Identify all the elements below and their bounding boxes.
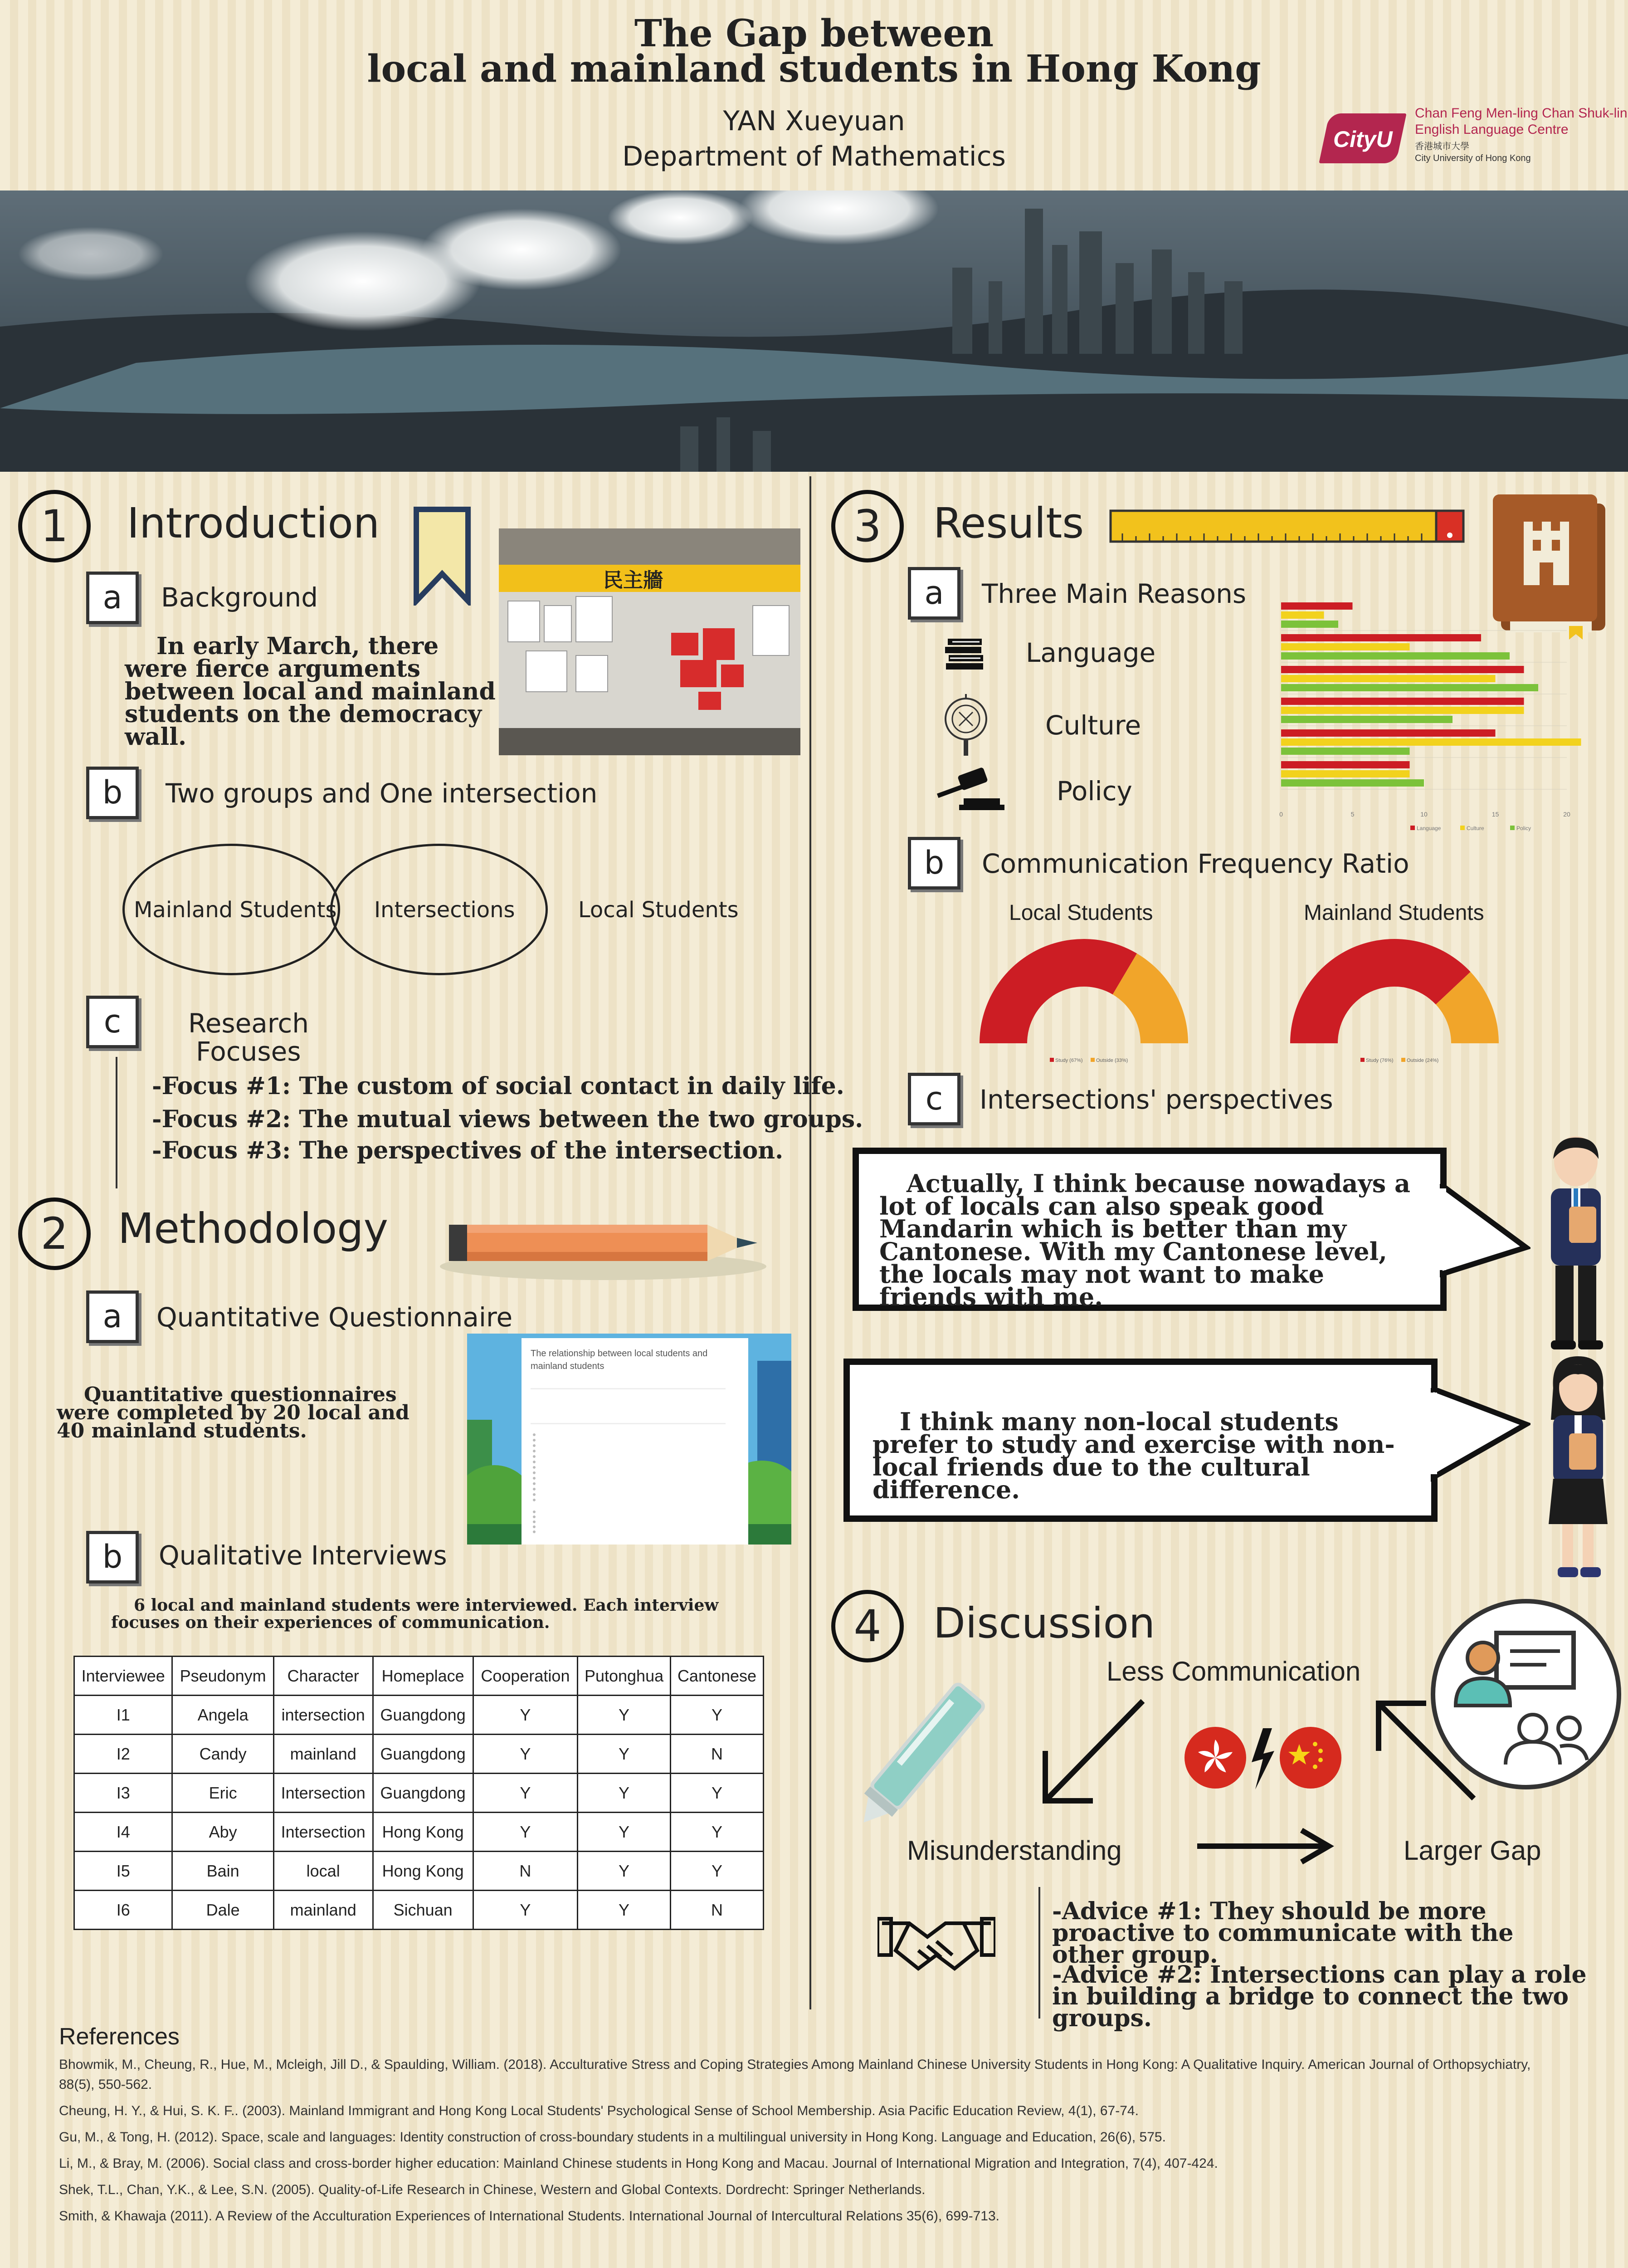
table-cell: I4 (74, 1813, 172, 1852)
gauge-slice (980, 939, 1137, 1043)
reason-language-label: Language (1026, 637, 1156, 668)
author-name: YAN Xueyuan (723, 105, 905, 137)
form-card (522, 1338, 748, 1545)
column-divider (809, 476, 811, 2009)
legend-swatch (1410, 826, 1415, 830)
table-header-cell: Interviewee (74, 1657, 172, 1696)
gauge-legend-swatch (1360, 1058, 1365, 1062)
table-header-cell: Cooperation (473, 1657, 577, 1696)
table-cell: Y (578, 1696, 671, 1735)
table-cell: Y (473, 1735, 577, 1774)
references-title: References (59, 2024, 180, 2050)
reference-item: Bhowmik, M., Cheung, R., Hue, M., Mcleigh, Jill D., & Spaulding, William. (2018). Acculturative Stress and Coping Strategies Among Mainland Chinese University Students in Hong Kong: A Qualitative Inquiry. American Journal of Orthopsychiatry, 88(5), 550-562. (59, 2057, 1531, 2092)
bar-language (1281, 634, 1481, 641)
section-2-number: 2 (18, 1198, 91, 1270)
bar-culture (1281, 707, 1524, 714)
gauge-local-label: Local Students (1009, 901, 1153, 925)
female-student-icon (1533, 1356, 1623, 1583)
gauge-legend-swatch (1091, 1058, 1095, 1062)
x-tick-label: 0 (1279, 811, 1283, 818)
cycle-misunderstanding: Misunderstanding (907, 1835, 1122, 1866)
quote-2-text: I think many non-local students prefer to study and exercise with non-local friends due to the cultural difference. (872, 1407, 1395, 1504)
subsection-1a-box: a (86, 572, 139, 624)
university-chinese-name: 香港城市大學 (1415, 142, 1469, 152)
table-cell: Dale (172, 1891, 273, 1930)
elc-centre-line2: English Language Centre (1415, 122, 1569, 137)
gauge-legend-label: Study (76%) (1366, 1058, 1394, 1063)
hong-kong-aerial-banner (0, 191, 1628, 472)
bar-language (1281, 698, 1524, 705)
table-cell: Guangdong (373, 1696, 473, 1735)
table-row (74, 1813, 764, 1852)
reference-item: Li, M., & Bray, M. (2006). Social class and cross-border higher education: Mainland Chinese students in Hong Kong and Macau. Journal of International Migration and Integration, 7(4), 407-424. (59, 2156, 1218, 2171)
handshake-icon (877, 1905, 995, 1978)
table-cell: intersection (273, 1696, 373, 1735)
table-cell: Y (578, 1774, 671, 1813)
x-tick-label: 10 (1420, 811, 1428, 818)
male-student-icon (1533, 1134, 1619, 1352)
table-cell: Guangdong (373, 1774, 473, 1813)
table-cell: I3 (74, 1774, 172, 1813)
arrow-right-icon (1193, 1828, 1338, 1864)
banner-illustration (0, 191, 1628, 472)
hk-vs-china-icon (1179, 1724, 1347, 1792)
bar-language (1281, 666, 1524, 673)
x-tick-label: 15 (1492, 811, 1499, 818)
research-focuses-title-line2: Focuses (196, 1036, 301, 1067)
democracy-wall-photo (499, 528, 800, 755)
focus-list-line (116, 1057, 117, 1188)
quote-bubble-2-tail (1431, 1388, 1531, 1488)
reason-policy-label: Policy (1057, 776, 1132, 807)
interview-table-header (74, 1657, 764, 1696)
table-cell: Y (671, 1696, 764, 1735)
ruler-icon (1109, 508, 1467, 544)
table-cell: mainland (273, 1735, 373, 1774)
table-cell: Candy (172, 1735, 273, 1774)
table-cell: Bain (172, 1852, 273, 1891)
table-cell: N (671, 1891, 764, 1930)
background-title: Background (161, 582, 318, 613)
table-cell: local (273, 1852, 373, 1891)
focus-item-2: -Focus #2: The mutual views between the two groups. (152, 1105, 863, 1133)
table-cell: Eric (172, 1774, 273, 1813)
methodology-title: Methodology (118, 1204, 389, 1253)
bar-culture (1281, 770, 1410, 777)
questionnaire-screenshot (467, 1334, 791, 1545)
bar-language (1281, 761, 1410, 768)
elc-centre-line1: Chan Feng Men-ling Chan Shuk-lin (1415, 106, 1628, 121)
subsection-2b-box: b (86, 1531, 139, 1584)
cityu-logo-text: CityU (1333, 127, 1393, 152)
introduction-title: Introduction (127, 499, 380, 547)
table-cell: Y (671, 1774, 764, 1813)
subsection-3b-box: b (908, 837, 960, 890)
arrow-down-left-icon (1034, 1696, 1152, 1810)
venn-mainland-label: Mainland Students (134, 897, 337, 923)
bar-policy (1281, 684, 1538, 691)
table-cell: Y (578, 1852, 671, 1891)
references-list (59, 2055, 1555, 2233)
department-name: Department of Mathematics (622, 141, 1006, 172)
subsection-1b-box: b (86, 767, 139, 819)
table-cell: Y (671, 1813, 764, 1852)
reference-item: Cheung, H. Y., & Hui, S. K. F.. (2003). Mainland Immigrant and Hong Kong Local Students' Psychological Sense of School Membership. Asia Pacific Education Review, 4(1), 67-74. (59, 2103, 1139, 2118)
democracy-wall-illustration (499, 528, 800, 755)
legend-swatch (1460, 826, 1465, 830)
interviews-text: 6 local and mainland students were interviewed. Each interview focuses on their experiences of communication. (111, 1596, 719, 1632)
legend-label: Language (1417, 825, 1441, 831)
table-cell: Y (473, 1696, 577, 1735)
table-cell: I6 (74, 1891, 172, 1930)
cycle-larger-gap: Larger Gap (1404, 1835, 1541, 1866)
table-cell: Guangdong (373, 1735, 473, 1774)
subsection-1c-box: c (86, 996, 139, 1048)
subsection-2a-box: a (86, 1290, 139, 1343)
table-cell: N (473, 1852, 577, 1891)
advice-list-line (1038, 1887, 1040, 2019)
pen-icon (839, 1674, 993, 1846)
table-header-cell: Homeplace (373, 1657, 473, 1696)
bar-language (1281, 602, 1353, 610)
cycle-less-communication: Less Communication (1106, 1656, 1361, 1686)
gauge-mainland-label: Mainland Students (1304, 901, 1484, 925)
table-cell: Y (671, 1852, 764, 1891)
bar-policy (1281, 652, 1510, 660)
table-cell: N (671, 1735, 764, 1774)
questionnaire-title: Quantitative Questionnaire (156, 1302, 513, 1333)
table-row (74, 1735, 764, 1774)
bookmark-icon (413, 506, 472, 606)
gauge-legend-label: Study (67%) (1055, 1058, 1083, 1063)
form-question-lines (531, 1388, 726, 1424)
table-cell: Y (578, 1735, 671, 1774)
background-text: In early March, there were fierce arguments between local and mainland students on the democracy wall. (125, 632, 496, 751)
table-row (74, 1891, 764, 1930)
table-cell: Y (473, 1813, 577, 1852)
table-row (74, 1852, 764, 1891)
table-row (74, 1774, 764, 1813)
lantern-icon (941, 694, 991, 762)
table-header-cell: Character (273, 1657, 373, 1696)
groups-title: Two groups and One intersection (166, 778, 598, 809)
bar-policy (1281, 621, 1338, 628)
arrow-up-left-icon (1370, 1696, 1487, 1810)
x-tick-label: 5 (1350, 811, 1355, 818)
gauge-legend-label: Outside (24%) (1407, 1058, 1439, 1063)
communication-ratio-title: Communication Frequency Ratio (982, 848, 1409, 879)
research-focuses-title-line1: Research (188, 1008, 309, 1039)
subsection-3c-box: c (908, 1073, 960, 1125)
legend-label: Policy (1516, 825, 1531, 831)
bar-language (1281, 729, 1496, 737)
form-title: The relationship between local students and mainland students (531, 1349, 708, 1371)
bar-culture (1281, 675, 1496, 682)
bar-policy (1281, 779, 1424, 787)
table-cell: Y (578, 1813, 671, 1852)
bar-policy (1281, 748, 1410, 755)
reason-culture-label: Culture (1045, 710, 1141, 741)
form-option-group-1 (533, 1433, 569, 1501)
table-cell: Y (578, 1891, 671, 1930)
intersection-perspectives-title: Intersections' perspectives (980, 1084, 1333, 1115)
venn-intersection-label: Intersections (374, 897, 515, 923)
results-title: Results (933, 499, 1084, 547)
table-cell: mainland (273, 1891, 373, 1930)
university-english-name: City University of Hong Kong (1415, 153, 1531, 163)
legend-label: Culture (1467, 825, 1484, 831)
quote-bubble-2 (843, 1359, 1438, 1522)
quote-bubble-1-tail (1440, 1184, 1531, 1284)
focus-item-3: -Focus #3: The perspectives of the intersection. (152, 1137, 784, 1164)
table-row (74, 1696, 764, 1735)
table-cell: I2 (74, 1735, 172, 1774)
three-reasons-title: Three Main Reasons (982, 578, 1247, 609)
gauge-local-chart (970, 934, 1197, 1066)
books-stack-icon (943, 635, 989, 671)
advice-2-text: -Advice #2: Intersections can play a role in building a bridge to connect the two groups. (1052, 1961, 1587, 2032)
table-cell: Intersection (273, 1774, 373, 1813)
table-cell: I1 (74, 1696, 172, 1735)
table-cell: Intersection (273, 1813, 373, 1852)
poster-title-line1: The Gap between (634, 12, 994, 55)
democracy-wall-banner: 民主牆 (603, 569, 663, 591)
reference-item: Gu, M., & Tong, H. (2012). Space, scale and languages: Identity construction of cross-boundary students in a multilingual university in Hong Kong. Language and Education, 26(6), 575. (59, 2130, 1166, 2145)
table-header-cell: Putonghua (578, 1657, 671, 1696)
venn-local-label: Local Students (578, 897, 739, 923)
reference-item: Smith, & Khawaja (2011). A Review of the Acculturation Experiences of International Students. International Journal of Intercultural Relations 35(6), 699-713. (59, 2209, 999, 2224)
table-cell: Aby (172, 1813, 273, 1852)
table-cell: Hong Kong (373, 1813, 473, 1852)
table-cell: Sichuan (373, 1891, 473, 1930)
table-cell: I5 (74, 1852, 172, 1891)
table-cell: Hong Kong (373, 1852, 473, 1891)
bar-culture (1281, 738, 1581, 746)
gavel-icon (932, 767, 1009, 812)
gauge-slice (1290, 939, 1471, 1043)
table-cell: Y (473, 1891, 577, 1930)
gauge-legend-swatch (1050, 1058, 1054, 1062)
table-cell: Y (473, 1774, 577, 1813)
poster-title-line2: local and mainland students in Hong Kong (367, 47, 1261, 91)
form-option-group-2 (533, 1510, 569, 1533)
section-4-number: 4 (831, 1590, 904, 1662)
advice-1-text: -Advice #1: They should be more proactive to communicate with the other group. (1052, 1897, 1514, 1969)
section-1-number: 1 (18, 490, 91, 562)
x-tick-label: 20 (1563, 811, 1570, 818)
quote-1-text: Actually, I think because nowadays a lot of locals can also speak good Mandarin which is better than my Cantonese. With my Cantonese level, the locals may not want to make friends with me. (879, 1169, 1410, 1311)
gauge-legend-label: Outside (33%) (1096, 1058, 1128, 1063)
bar-policy (1281, 716, 1453, 723)
gauge-legend-swatch (1401, 1058, 1405, 1062)
interviews-title: Qualitative Interviews (159, 1540, 447, 1571)
focus-item-1: -Focus #1: The custom of social contact in daily life. (152, 1072, 844, 1100)
elc-centre-name (1415, 105, 1628, 138)
reasons-bar-chart (1274, 594, 1592, 835)
table-cell: Angela (172, 1696, 273, 1735)
university-name (1415, 141, 1531, 164)
interview-table (73, 1656, 764, 1930)
section-3-number: 3 (831, 490, 904, 562)
pencil-icon (435, 1216, 771, 1284)
bar-culture (1281, 643, 1410, 650)
table-header-cell: Cantonese (671, 1657, 764, 1696)
legend-swatch (1510, 826, 1515, 830)
gauge-mainland-chart (1281, 934, 1508, 1066)
reference-item: Shek, T.L., Chan, Y.K., & Lee, S.N. (2005). Quality-of-Life Research in Chinese, Western and Global Contexts. Dordrecht: Springer Netherlands. (59, 2182, 926, 2197)
questionnaire-text: Quantitative questionnaires were completed by 20 local and 40 mainland students. (57, 1383, 409, 1442)
discussion-title: Discussion (933, 1599, 1155, 1647)
subsection-3a-box: a (908, 567, 960, 620)
quote-bubble-1 (853, 1148, 1447, 1311)
table-header-cell: Pseudonym (172, 1657, 273, 1696)
bar-culture (1281, 611, 1324, 619)
